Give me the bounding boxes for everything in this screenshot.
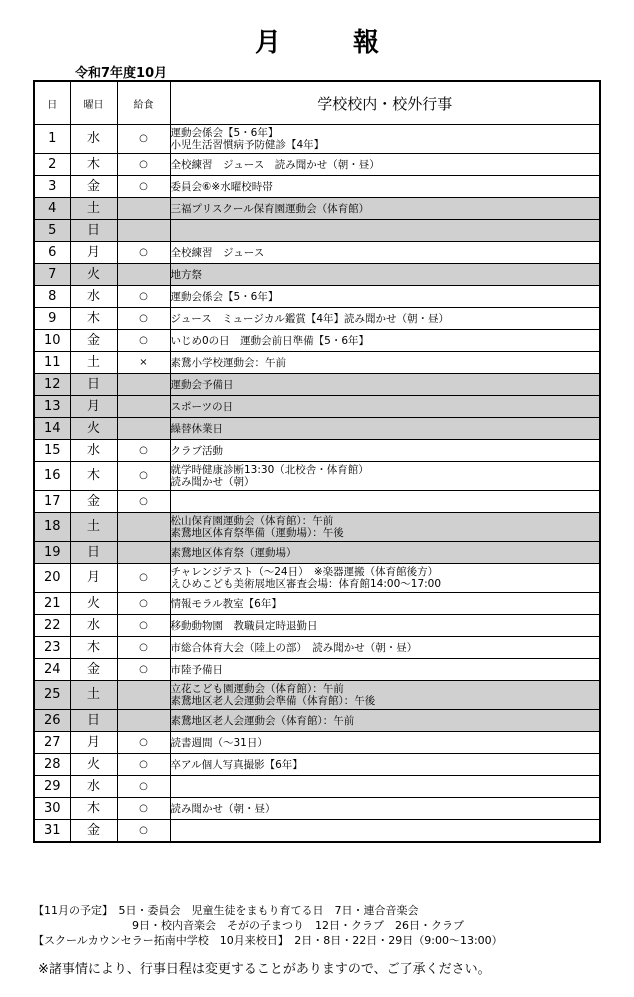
meal-cell: ○: [117, 491, 170, 513]
table-row: [34, 659, 600, 681]
event-line: スポーツの日: [170, 400, 234, 413]
meal-cell: ○: [117, 154, 170, 176]
events-cell: [170, 308, 600, 330]
meal-cell: [117, 396, 170, 418]
events-cell: [170, 513, 600, 542]
day-cell: 10: [34, 330, 70, 352]
events-cell: [170, 374, 600, 396]
table-row: [34, 798, 600, 820]
title-char-2: 報: [353, 28, 380, 58]
weekday-cell: 月: [70, 564, 117, 593]
weekday-cell: 金: [70, 659, 117, 681]
events-cell: [170, 198, 600, 220]
events-cell: [170, 637, 600, 659]
day-cell: 23: [34, 637, 70, 659]
table-row: [34, 637, 600, 659]
table-row: [34, 462, 600, 491]
day-cell: 21: [34, 593, 70, 615]
table-row: [34, 125, 600, 154]
meal-cell: [117, 418, 170, 440]
weekday-cell: 火: [70, 418, 117, 440]
table-row: [34, 776, 600, 798]
weekday-cell: 木: [70, 308, 117, 330]
meal-cell: [117, 220, 170, 242]
event-line: 卒アル個人写真撮影【6年】: [170, 758, 303, 771]
weekday-cell: 火: [70, 754, 117, 776]
page-title: [0, 22, 634, 59]
meal-cell: [117, 710, 170, 732]
events-cell: [170, 776, 600, 798]
events-cell: [170, 798, 600, 820]
meal-cell: [117, 513, 170, 542]
meal-cell: ×: [117, 352, 170, 374]
events-cell: [170, 542, 600, 564]
event-line: 素鵞地区体育祭準備（運動場）：午後: [170, 527, 344, 539]
day-cell: 14: [34, 418, 70, 440]
event-line: 地方祭: [170, 268, 202, 281]
events-cell: [170, 820, 600, 843]
event-line: 運動会係会【5・6年】: [170, 290, 279, 303]
november-schedule-line-1: 【11月の予定】 5日・委員会 児童生徒をまもり育てる日 7日・連合音楽会: [33, 904, 419, 917]
event-line: 素鵞地区体育祭（運動場）: [170, 546, 297, 559]
table-row: [34, 198, 600, 220]
weekday-cell: 日: [70, 374, 117, 396]
meal-cell: ○: [117, 462, 170, 491]
weekday-cell: 水: [70, 125, 117, 154]
weekday-cell: 木: [70, 154, 117, 176]
table-row: [34, 220, 600, 242]
event-line: 全校練習 ジュース: [170, 246, 265, 259]
table-row: [34, 418, 600, 440]
events-cell: [170, 418, 600, 440]
meal-cell: ○: [117, 776, 170, 798]
day-cell: 15: [34, 440, 70, 462]
weekday-cell: 土: [70, 513, 117, 542]
table-row: [34, 615, 600, 637]
table-row: [34, 352, 600, 374]
day-cell: 3: [34, 176, 70, 198]
events-cell: [170, 396, 600, 418]
day-cell: 19: [34, 542, 70, 564]
weekday-cell: 木: [70, 637, 117, 659]
events-cell: [170, 754, 600, 776]
day-cell: 22: [34, 615, 70, 637]
weekday-cell: 火: [70, 593, 117, 615]
weekday-cell: 木: [70, 462, 117, 491]
meal-cell: ○: [117, 308, 170, 330]
events-cell: [170, 176, 600, 198]
events-cell: [170, 440, 600, 462]
event-line: 市総合体育大会（陸上の部） 読み聞かせ（朝・昼）: [170, 641, 418, 654]
weekday-cell: 木: [70, 798, 117, 820]
meal-cell: ○: [117, 754, 170, 776]
event-line: 委員会⑥※水曜校時帯: [170, 180, 273, 193]
table-row: [34, 374, 600, 396]
table-row: [34, 542, 600, 564]
day-cell: 11: [34, 352, 70, 374]
event-line: 運動会係会【5・6年】: [170, 127, 279, 139]
day-cell: 17: [34, 491, 70, 513]
counselor-visit-line: 【スクールカウンセラー拓南中学校 10月来校日】 2日・8日・22日・29日（9:00～13:00）: [33, 934, 503, 947]
table-row: [34, 593, 600, 615]
meal-cell: [117, 198, 170, 220]
event-line: 素鵞地区老人会運動会準備（体育館）：午後: [170, 695, 376, 707]
event-line: 三福プリスクール保育園運動会（体育館）: [170, 202, 370, 215]
day-cell: 8: [34, 286, 70, 308]
weekday-cell: 土: [70, 681, 117, 710]
event-line: 繰替休業日: [170, 422, 223, 435]
schedule-rows: [34, 125, 600, 843]
table-row: [34, 564, 600, 593]
weekday-cell: 土: [70, 352, 117, 374]
events-cell: [170, 659, 600, 681]
weekday-cell: 金: [70, 176, 117, 198]
table-row: [34, 754, 600, 776]
meal-cell: ○: [117, 176, 170, 198]
meal-cell: ○: [117, 242, 170, 264]
meal-cell: ○: [117, 125, 170, 154]
weekday-cell: 水: [70, 286, 117, 308]
meal-cell: ○: [117, 615, 170, 637]
table-row: [34, 396, 600, 418]
table-row: [34, 264, 600, 286]
event-line: 読書週間（～31日）: [170, 736, 268, 749]
day-cell: 6: [34, 242, 70, 264]
table-row: [34, 330, 600, 352]
meal-cell: [117, 681, 170, 710]
header-meal: 給食: [117, 81, 170, 125]
day-cell: 9: [34, 308, 70, 330]
day-cell: 7: [34, 264, 70, 286]
day-cell: 30: [34, 798, 70, 820]
day-cell: 31: [34, 820, 70, 843]
events-cell: [170, 352, 600, 374]
meal-cell: ○: [117, 820, 170, 843]
events-cell: [170, 125, 600, 154]
meal-cell: ○: [117, 286, 170, 308]
day-cell: 16: [34, 462, 70, 491]
november-schedule-line-2: 9日・校内音楽会 そがの子まつり 12日・クラブ 26日・クラブ: [33, 919, 464, 932]
table-row: [34, 440, 600, 462]
day-cell: 20: [34, 564, 70, 593]
event-line: えひめこども美術展地区審査会場：体育館14:00～17:00: [170, 578, 442, 590]
day-cell: 2: [34, 154, 70, 176]
weekday-cell: 水: [70, 776, 117, 798]
title-char-1: 月: [254, 28, 281, 58]
event-line: 読み聞かせ（朝）: [170, 476, 255, 488]
weekday-cell: 水: [70, 440, 117, 462]
event-line: 素鵞地区老人会運動会（体育館）：午前: [170, 714, 355, 727]
event-line: ジュース ミュージカル鑑賞【4年】読み聞かせ（朝・昼）: [170, 312, 450, 325]
weekday-cell: 月: [70, 732, 117, 754]
meal-cell: [117, 374, 170, 396]
events-cell: [170, 242, 600, 264]
table-row: [34, 710, 600, 732]
event-line: 小児生活習慣病予防健診【4年】: [170, 139, 325, 151]
event-line: 市陸予備日: [170, 663, 223, 676]
header-events: 学校校内・校外行事: [170, 81, 600, 125]
table-row: [34, 242, 600, 264]
header-weekday: 曜日: [70, 81, 117, 125]
day-cell: 12: [34, 374, 70, 396]
event-line: クラブ活動: [170, 444, 223, 457]
meal-cell: ○: [117, 593, 170, 615]
day-cell: 4: [34, 198, 70, 220]
day-cell: 29: [34, 776, 70, 798]
events-cell: [170, 154, 600, 176]
events-cell: [170, 462, 600, 491]
meal-cell: ○: [117, 564, 170, 593]
table-row: [34, 176, 600, 198]
events-cell: [170, 732, 600, 754]
day-cell: 13: [34, 396, 70, 418]
table-row: [34, 820, 600, 843]
day-cell: 5: [34, 220, 70, 242]
events-cell: [170, 710, 600, 732]
table-row: [34, 491, 600, 513]
day-cell: 28: [34, 754, 70, 776]
day-cell: 1: [34, 125, 70, 154]
event-line: 移動動物園 教職員定時退勤日: [170, 619, 318, 632]
event-line: チャレンジテスト（～24日） ※楽器運搬（体育館後方）: [170, 566, 439, 578]
weekday-cell: 土: [70, 198, 117, 220]
events-cell: [170, 593, 600, 615]
table-header-row: [34, 81, 600, 125]
events-cell: [170, 220, 600, 242]
table-row: [34, 286, 600, 308]
day-cell: 26: [34, 710, 70, 732]
table-row: [34, 308, 600, 330]
table-row: [34, 154, 600, 176]
events-cell: [170, 681, 600, 710]
weekday-cell: 月: [70, 396, 117, 418]
header-day: 日: [34, 81, 70, 125]
weekday-cell: 日: [70, 220, 117, 242]
day-cell: 25: [34, 681, 70, 710]
event-line: 全校練習 ジュース 読み聞かせ（朝・昼）: [170, 158, 380, 171]
event-line: 素鵞小学校運動会：午前: [170, 356, 286, 369]
weekday-cell: 金: [70, 491, 117, 513]
monthly-schedule-table: [33, 80, 601, 843]
meal-cell: [117, 264, 170, 286]
table-row: [34, 681, 600, 710]
event-line: いじめ0の日 運動会前日準備【5・6年】: [170, 334, 370, 347]
weekday-cell: 月: [70, 242, 117, 264]
events-cell: [170, 330, 600, 352]
meal-cell: ○: [117, 659, 170, 681]
meal-cell: [117, 542, 170, 564]
disclaimer-note: ※諸事情により、行事日程は変更することがありますので、ご了承ください。: [38, 962, 491, 977]
event-line: 運動会予備日: [170, 378, 234, 391]
meal-cell: ○: [117, 732, 170, 754]
events-cell: [170, 286, 600, 308]
day-cell: 24: [34, 659, 70, 681]
day-cell: 18: [34, 513, 70, 542]
table-row: [34, 513, 600, 542]
weekday-cell: 水: [70, 615, 117, 637]
weekday-cell: 火: [70, 264, 117, 286]
event-line: 情報モラル教室【6年】: [170, 597, 282, 610]
events-cell: [170, 564, 600, 593]
event-line: 立花こども園運動会（体育館）：午前: [170, 683, 344, 695]
events-cell: [170, 615, 600, 637]
events-cell: [170, 491, 600, 513]
day-cell: 27: [34, 732, 70, 754]
weekday-cell: 日: [70, 542, 117, 564]
weekday-cell: 日: [70, 710, 117, 732]
meal-cell: ○: [117, 637, 170, 659]
event-line: 就学時健康診断13:30（北校舎・体育館）: [170, 464, 369, 476]
table-row: [34, 732, 600, 754]
meal-cell: ○: [117, 798, 170, 820]
weekday-cell: 金: [70, 820, 117, 843]
report-period: 令和7年度10月: [75, 66, 168, 81]
event-line: 松山保育園運動会（体育館）：午前: [170, 515, 334, 527]
meal-cell: ○: [117, 440, 170, 462]
events-cell: [170, 264, 600, 286]
weekday-cell: 金: [70, 330, 117, 352]
event-line: 読み聞かせ（朝・昼）: [170, 802, 276, 815]
meal-cell: ○: [117, 330, 170, 352]
